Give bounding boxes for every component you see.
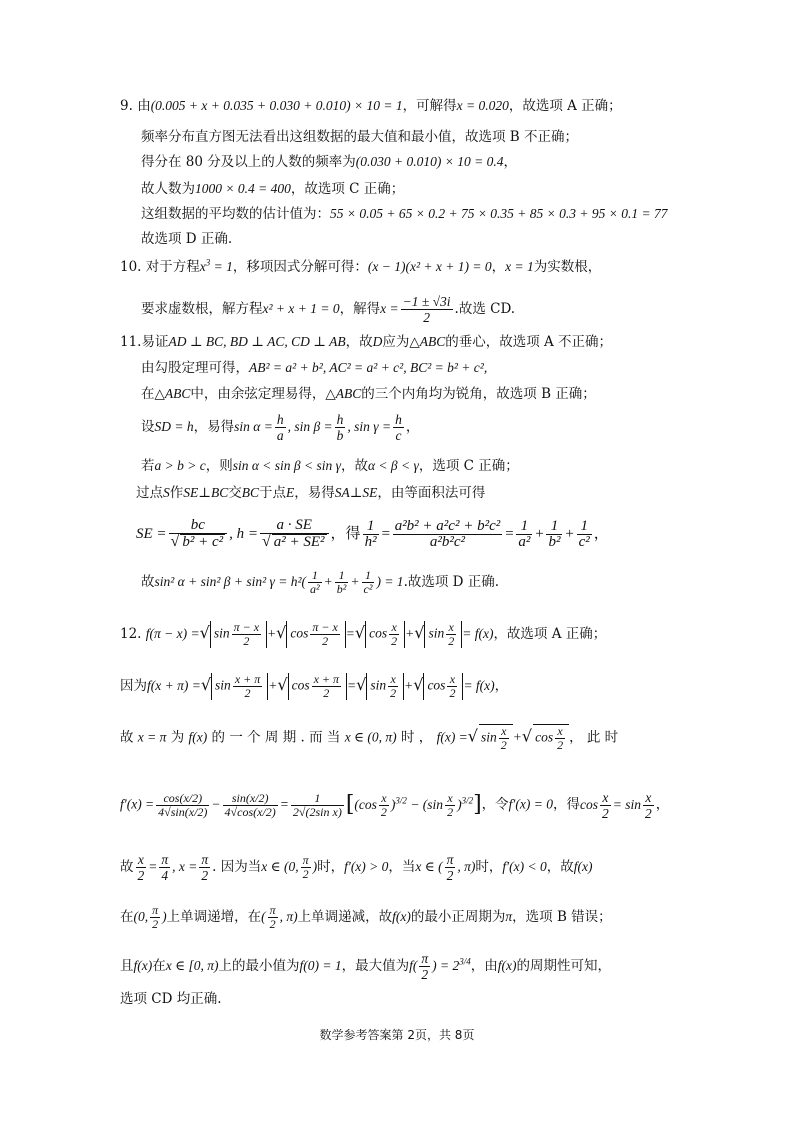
q9-line-2: 频率分布直方图无法看出这组数据的最大值和最小值，故选项 B 不正确； <box>141 129 579 145</box>
q10-root-fraction: $\frac{-1 \pm √3i}{2}$ <box>402 294 451 325</box>
q11-line-2: 由勾股定理可得，AB² = a² + b², AC² = a² + c², BC² = b² + c², <box>141 360 488 376</box>
page-footer: 数学参考答案第 2页，共 8页 <box>319 1028 475 1042</box>
q10-line-1: 10. 对于方程$x^3 = 1$，移项因式分解可得：(x − 1)(x² + x + 1) = 0，x = 1为实数根， <box>120 257 602 275</box>
q12-line-2: 因为f(x + π) =√ sin $\frac{x + \pi}{2}$ +√ cos $\frac{x + \pi}{2}$ =√ sin $\frac{x}{2}$ +√ cos $\frac{x}{2}$ = f(x)， <box>120 672 509 700</box>
q10-line-2: 要求虚数根，解方程x² + x + 1 = 0，解得x = $\frac{-1 \pm √3i}{2}$ .故选 CD. <box>141 294 516 325</box>
q9-line-5: 这组数据的平均数的估计值为：55 × 0.05 + 65 × 0.2 + 75 × 0.35 + 85 × 0.3 + 95 × 0.1 = 77 <box>141 206 668 222</box>
q9-line-4: 故人数为1000 × 0.4 = 400，故选项 C 正确； <box>141 181 405 197</box>
q11-line-1: 11.易证AD ⊥ BC, BD ⊥ AC, CD ⊥ AB，故D应为△ABC的垂心，故选项 A 不正确； <box>120 334 613 350</box>
q12-line-1: 12. f(π − x) =√ sin $\frac{\pi - x}{2}$ +√ cos $\frac{\pi - x}{2}$ =√ cos $\frac{x}{2}$ +√ sin $\frac{x}{2}$ = f(x)，故选项 A 正确； <box>120 620 607 648</box>
q11-line-4: 设SD = h，易得sin α = $\frac{h}{a}$ , sin β = $\frac{h}{b}$ , sin γ = $\frac{h}{c}$ ， <box>141 412 420 443</box>
q9-number: 9. <box>120 98 133 114</box>
q12-line-5: 故 $\frac{x}{2}$ = $\frac{\pi}{4}$ , x = $\frac{\pi}{2}$ . 因为当x ∈ (0, $\frac{\pi}{2}$ )时，f′(x) > 0，当x ∈ ( $\frac{\pi}{2}$ , π)时，f′(x) < 0，故f(x) <box>120 852 593 883</box>
q11-line-5: 若a > b > c，则sin α < sin β < sin γ，故α < β < γ，选项 C 正确； <box>141 458 519 474</box>
q11-line-7: SE = $\frac{bc}{\text{√ b² + c²}}$ , h = $\frac{a \cdot SE}{\text{√ a² + SE²}}$ ，得 $\frac{1}{\text{h²}}$ = $\frac{\text{a²b² + a²c² + b²c²}}{\text{a²b²c²}}$ = $\frac{1}{\text{a²}}$ + $\frac{1}{\text{b²}}$ + $\frac{1}{\text{c²}}$ ， <box>136 517 609 550</box>
q12-line-8: 选项 CD 均正确. <box>120 991 222 1007</box>
q12-number: 12. <box>120 626 142 642</box>
q12-line-6: 在(0, $\frac{\pi}{2}$ )上单调递增，在( $\frac{\pi}{2}$ , π)上单调递减，故f(x)的最小正周期为π，选项 B 错误； <box>120 903 612 931</box>
q12-line-7: 且f(x)在x ∈ [0, π)上的最小值为f(0) = 1，最大值为f( $\frac{\pi}{2}$ ) = $2^{3/4}$，由f(x)的周期性可知， <box>120 951 611 982</box>
q10-number: 10. <box>120 259 142 275</box>
q9-line-3: 得分在 80 分及以上的人数的频率为(0.030 + 0.010) × 10 = 0.4， <box>141 154 517 170</box>
q11-line-6: 过点S作SE⊥BC交BC于点E，易得SA⊥SE，由等面积法可得 <box>136 485 486 501</box>
q12-line-4: f′(x) = $\frac{\cos(x/2)}{4√\sin(x/2)}$ − $\frac{\sin(x/2)}{4√\cos(x/2)}$ = $\frac{1}{\text{2√(2sin x)}}$ [(cos $\frac{x}{2}$ )$^{3/2}$ − (sin $\frac{x}{2}$ )$^{3/2}$]，令f′(x) = 0，得cos $\frac{x}{2}$ = sin $\frac{x}{2}$ ， <box>120 790 670 821</box>
q9-line-6: 故选项 D 正确. <box>141 231 233 247</box>
q11-number: 11. <box>120 334 142 350</box>
q11-line-3: 在△ABC中，由余弦定理易得，△ABC的三个内角均为锐角，故选项 B 正确； <box>141 386 596 402</box>
q11-line-8: 故sin² α + sin² β + sin² γ = h²( $\frac{1}{\text{a²}}$ + $\frac{1}{\text{b²}}$ + $\frac{1}{\text{c²}}$ ) = 1.故选项 D 正确. <box>141 568 500 596</box>
q12-line-3: 故 x = π 为 f(x) 的 一 个 周 期 . 而 当 x ∈ (0, π) 时 ， f(x) =√ sin $\frac{x}{2}$ +√ cos $\frac{x}{2}$ ， 此 时 <box>120 724 619 752</box>
q9-line-1: 9. 由(0.005 + x + 0.035 + 0.030 + 0.010) × 10 = 1，可解得x = 0.020，故选项 A 正确； <box>120 98 622 114</box>
